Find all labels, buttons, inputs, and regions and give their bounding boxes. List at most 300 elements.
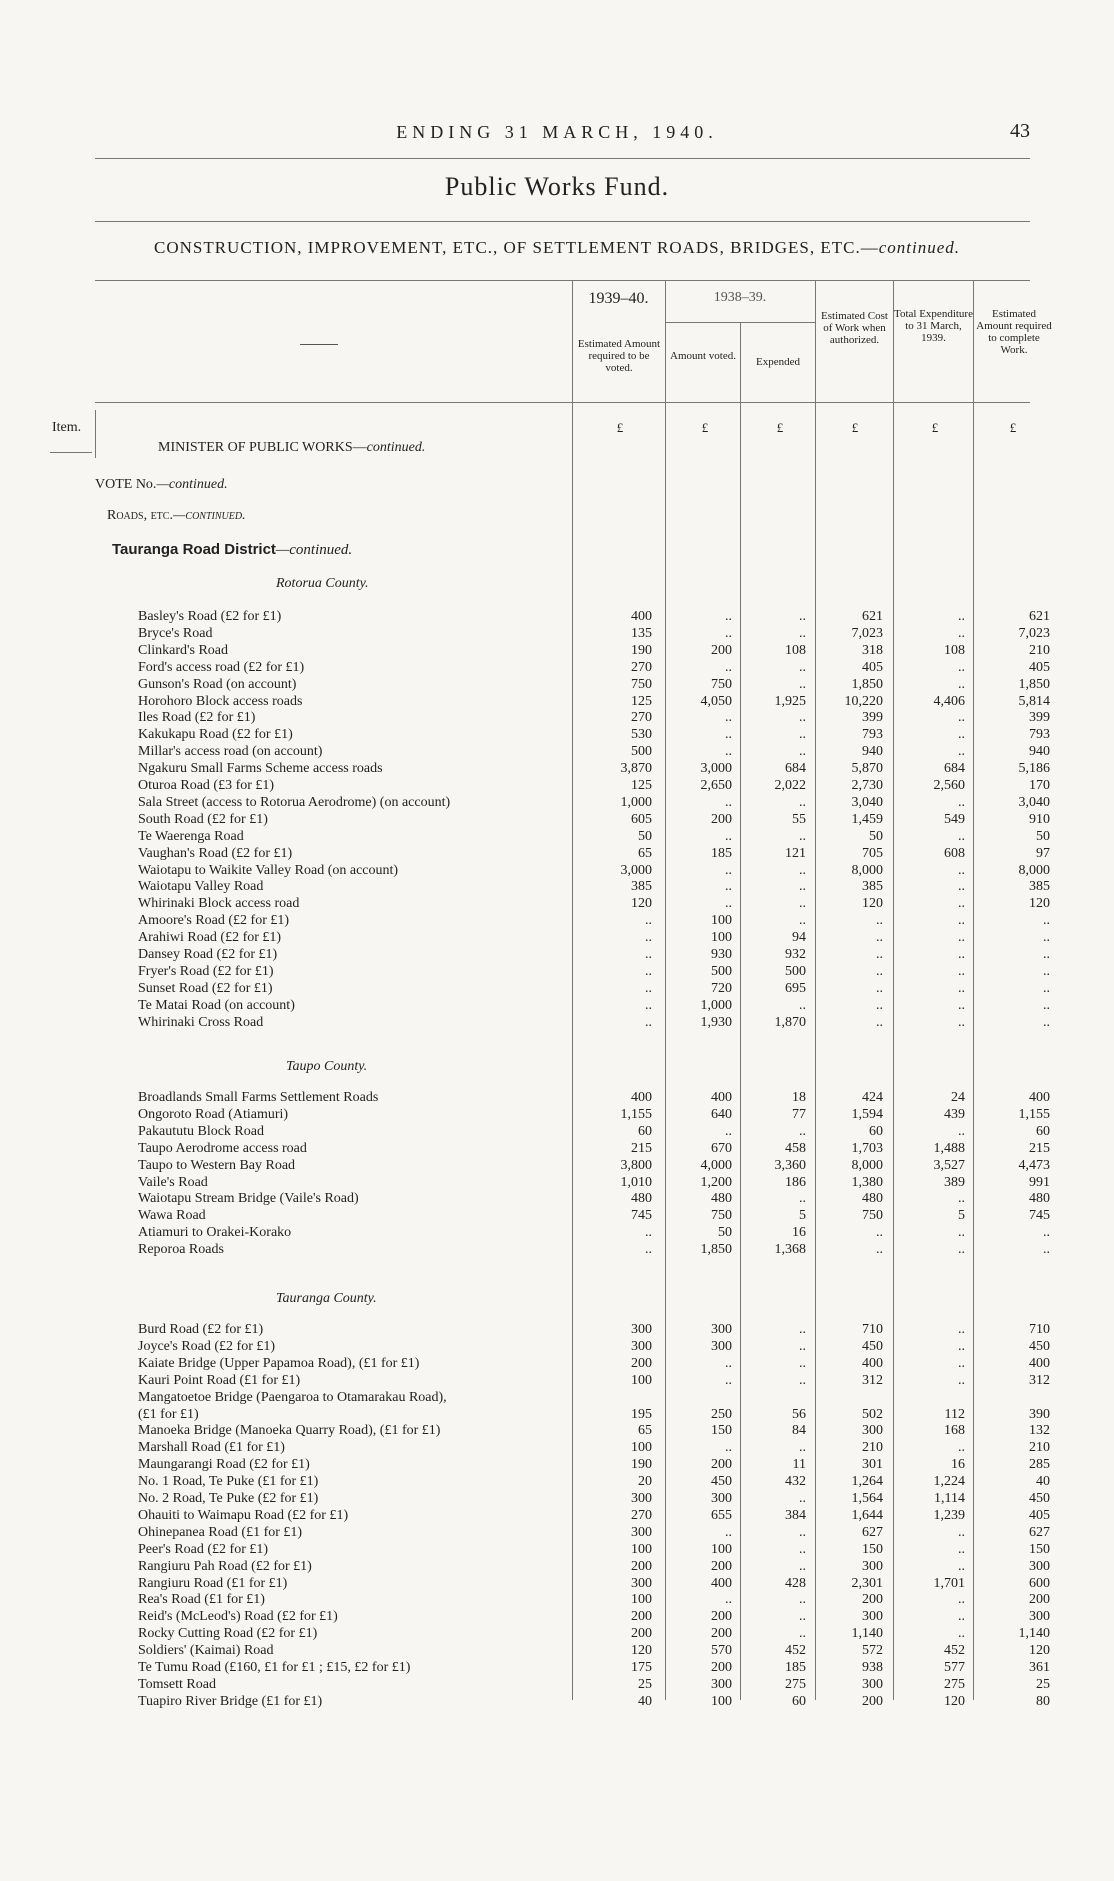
value-cell: 1,140 bbox=[1018, 1626, 1050, 1642]
value-cell: 3,527 bbox=[933, 1157, 965, 1173]
value-cell: 150 bbox=[862, 1541, 883, 1557]
value-cell: .. bbox=[958, 727, 965, 743]
value-cell: 605 bbox=[631, 811, 652, 827]
value-cell: .. bbox=[876, 980, 883, 996]
value-cell: 300 bbox=[631, 1491, 652, 1506]
table-row bbox=[0, 1643, 1114, 1660]
value-cell: .. bbox=[958, 1191, 965, 1207]
value-cell: 750 bbox=[631, 676, 652, 692]
value-cell: 108 bbox=[944, 642, 965, 658]
value-cell: 125 bbox=[631, 778, 652, 793]
road-name: Te Waerenga Road bbox=[138, 828, 244, 844]
value-cell: 1,459 bbox=[851, 811, 883, 827]
road-name: Waiotapu to Waikite Valley Road (on account) bbox=[138, 862, 399, 878]
road-name: Ford's access road (£2 for £1) bbox=[138, 659, 305, 675]
value-cell: 385 bbox=[862, 879, 883, 895]
value-cell: 530 bbox=[631, 727, 652, 743]
value-cell: 112 bbox=[944, 1406, 965, 1422]
county-heading: Taupo County. bbox=[286, 1059, 368, 1074]
table-row bbox=[0, 1208, 1114, 1225]
value-cell: 190 bbox=[631, 642, 652, 658]
running-title: ENDING 31 MARCH, 1940. bbox=[396, 122, 718, 142]
minister-continued: continued. bbox=[366, 440, 426, 455]
value-cell: 793 bbox=[862, 727, 883, 743]
value-cell: 168 bbox=[944, 1423, 965, 1439]
table-row bbox=[0, 1175, 1114, 1192]
value-cell: 793 bbox=[1029, 727, 1050, 743]
value-cell: 549 bbox=[944, 811, 965, 827]
value-cell: 1,850 bbox=[851, 676, 883, 692]
value-cell: 500 bbox=[785, 963, 806, 979]
table-row bbox=[0, 1440, 1114, 1457]
road-name: Vaughan's Road (£2 for £1) bbox=[138, 845, 293, 861]
value-cell: 390 bbox=[1029, 1406, 1050, 1422]
value-cell: .. bbox=[958, 710, 965, 726]
value-cell: 11 bbox=[792, 1457, 806, 1473]
value-cell: .. bbox=[958, 997, 965, 1013]
value-cell: 200 bbox=[711, 642, 732, 658]
road-name: Soldiers' (Kaimai) Road bbox=[138, 1643, 274, 1659]
value-cell: 150 bbox=[711, 1423, 732, 1439]
table-row bbox=[0, 1373, 1114, 1390]
value-cell: 2,301 bbox=[851, 1575, 883, 1591]
value-cell: .. bbox=[799, 913, 806, 929]
value-cell: 120 bbox=[1029, 1643, 1050, 1659]
road-name: Iles Road (£2 for £1) bbox=[138, 710, 256, 726]
value-cell: 100 bbox=[711, 1693, 732, 1709]
value-cell: 2,560 bbox=[933, 778, 965, 793]
year-1939-header: 1939–40. bbox=[588, 290, 649, 307]
value-cell: 500 bbox=[631, 744, 652, 760]
value-cell: .. bbox=[645, 997, 652, 1013]
value-cell: 300 bbox=[862, 1558, 883, 1574]
value-cell: .. bbox=[958, 659, 965, 675]
table-row bbox=[0, 744, 1114, 761]
value-cell: .. bbox=[958, 609, 965, 624]
value-cell: .. bbox=[958, 828, 965, 844]
value-cell: 80 bbox=[1036, 1693, 1050, 1709]
value-cell: .. bbox=[725, 659, 732, 675]
value-cell: 84 bbox=[792, 1423, 806, 1439]
table-row bbox=[0, 1508, 1114, 1525]
table-row bbox=[0, 1457, 1114, 1474]
value-cell: 200 bbox=[631, 1355, 652, 1371]
table-row bbox=[0, 1423, 1114, 1440]
value-cell: .. bbox=[958, 1609, 965, 1625]
value-cell: 428 bbox=[785, 1575, 806, 1591]
pound-sign: £ bbox=[616, 420, 624, 435]
value-cell: 458 bbox=[785, 1140, 806, 1156]
pound-sign: £ bbox=[1009, 420, 1017, 435]
value-cell: 275 bbox=[944, 1676, 965, 1692]
value-cell: 1,594 bbox=[851, 1106, 883, 1122]
value-cell: 1,224 bbox=[933, 1474, 965, 1490]
value-cell: .. bbox=[1043, 1225, 1050, 1241]
section-subtitle bbox=[0, 238, 1114, 258]
subtitle-continued: continued. bbox=[878, 238, 961, 257]
value-cell: 185 bbox=[711, 845, 732, 861]
value-cell: 100 bbox=[711, 913, 732, 929]
value-cell: 405 bbox=[862, 659, 883, 675]
year-1938-header: 1938–39. bbox=[713, 290, 767, 305]
value-cell: .. bbox=[958, 862, 965, 878]
table-row bbox=[0, 660, 1114, 677]
value-cell: 285 bbox=[1029, 1457, 1050, 1473]
value-cell: .. bbox=[799, 862, 806, 878]
value-cell: 25 bbox=[1036, 1676, 1050, 1692]
road-name: Burd Road (£2 for £1) bbox=[138, 1322, 264, 1337]
value-cell: .. bbox=[725, 828, 732, 844]
road-name: Horohoro Block access roads bbox=[138, 693, 303, 709]
value-cell: 385 bbox=[631, 879, 652, 895]
value-cell: 8,000 bbox=[851, 1157, 883, 1173]
value-cell: 77 bbox=[792, 1106, 806, 1122]
value-cell: 5,870 bbox=[851, 761, 883, 777]
value-cell: 399 bbox=[1029, 710, 1050, 726]
table-row bbox=[0, 1525, 1114, 1542]
table-row bbox=[0, 727, 1114, 744]
value-cell: .. bbox=[958, 1322, 965, 1337]
value-cell: 94 bbox=[792, 930, 806, 946]
value-cell: 18 bbox=[792, 1090, 806, 1105]
value-cell: .. bbox=[645, 930, 652, 946]
value-cell: 300 bbox=[631, 1322, 652, 1337]
value-cell: 200 bbox=[862, 1693, 883, 1709]
value-cell: 108 bbox=[785, 642, 806, 658]
value-cell: 1,140 bbox=[851, 1626, 883, 1642]
value-cell: 60 bbox=[869, 1123, 883, 1139]
value-cell: 60 bbox=[792, 1693, 806, 1709]
value-cell: 200 bbox=[711, 1609, 732, 1625]
vote-heading bbox=[95, 477, 228, 493]
value-cell: 5,186 bbox=[1018, 761, 1050, 777]
value-cell: 300 bbox=[862, 1609, 883, 1625]
road-name: Ngakuru Small Farms Scheme access roads bbox=[138, 761, 383, 777]
table-row bbox=[0, 964, 1114, 981]
value-cell: 3,000 bbox=[620, 862, 652, 878]
title-rule bbox=[95, 221, 1030, 222]
value-cell: 450 bbox=[1029, 1491, 1050, 1506]
value-cell: 300 bbox=[631, 1575, 652, 1591]
value-cell: 400 bbox=[1029, 1355, 1050, 1371]
road-name: Sunset Road (£2 for £1) bbox=[138, 980, 273, 996]
value-cell: .. bbox=[958, 1524, 965, 1540]
value-cell: .. bbox=[799, 1626, 806, 1642]
value-cell: 452 bbox=[944, 1643, 965, 1659]
value-cell: 710 bbox=[862, 1322, 883, 1337]
value-cell: .. bbox=[958, 1338, 965, 1354]
road-name: Joyce's Road (£2 for £1) bbox=[138, 1338, 276, 1354]
value-cell: 400 bbox=[711, 1575, 732, 1591]
road-name: Tomsett Road bbox=[138, 1676, 216, 1692]
value-cell: 270 bbox=[631, 710, 652, 726]
table-row bbox=[0, 1191, 1114, 1208]
table-row bbox=[0, 1660, 1114, 1677]
value-cell: .. bbox=[725, 744, 732, 760]
value-cell: .. bbox=[958, 980, 965, 996]
value-cell: 1,488 bbox=[933, 1140, 965, 1156]
table-row bbox=[0, 930, 1114, 947]
value-cell: 100 bbox=[631, 1541, 652, 1557]
value-cell: 1,155 bbox=[1018, 1106, 1050, 1122]
table-row bbox=[0, 1592, 1114, 1609]
value-cell: 384 bbox=[785, 1507, 806, 1523]
value-cell: .. bbox=[799, 1558, 806, 1574]
table-row bbox=[0, 1339, 1114, 1356]
value-cell: 270 bbox=[631, 1507, 652, 1523]
minister-heading bbox=[158, 440, 425, 456]
value-cell: 50 bbox=[718, 1225, 732, 1241]
value-cell: .. bbox=[725, 1355, 732, 1371]
value-cell: 270 bbox=[631, 659, 652, 675]
value-cell: 1,010 bbox=[620, 1174, 652, 1190]
value-cell: 2,022 bbox=[774, 778, 806, 793]
county-heading: Rotorua County. bbox=[276, 576, 369, 591]
table-row bbox=[0, 677, 1114, 694]
value-cell: .. bbox=[799, 794, 806, 810]
value-cell: .. bbox=[645, 1242, 652, 1258]
value-cell: 16 bbox=[792, 1225, 806, 1241]
value-cell: .. bbox=[958, 913, 965, 929]
value-cell: 991 bbox=[1029, 1174, 1050, 1190]
table-row bbox=[0, 710, 1114, 727]
value-cell: .. bbox=[1043, 930, 1050, 946]
value-cell: 640 bbox=[711, 1106, 732, 1122]
value-cell: 1,000 bbox=[620, 794, 652, 810]
table-row bbox=[0, 694, 1114, 711]
roads-continued: —continued. bbox=[172, 508, 246, 523]
table-row bbox=[0, 643, 1114, 660]
table-row bbox=[0, 1322, 1114, 1339]
value-cell: 930 bbox=[711, 947, 732, 962]
table-row bbox=[0, 761, 1114, 778]
pound-sign: £ bbox=[701, 420, 709, 435]
value-cell: 405 bbox=[1029, 1507, 1050, 1523]
value-cell: .. bbox=[876, 913, 883, 929]
value-cell: .. bbox=[799, 1322, 806, 1337]
road-name: Whirinaki Cross Road bbox=[138, 1014, 264, 1030]
value-cell: 190 bbox=[631, 1457, 652, 1473]
value-cell: 361 bbox=[1029, 1660, 1050, 1675]
value-cell: 400 bbox=[862, 1355, 883, 1371]
road-name: Oturoa Road (£3 for £1) bbox=[138, 778, 275, 793]
item-divider bbox=[95, 410, 96, 458]
value-cell: 3,000 bbox=[700, 761, 732, 777]
value-cell: .. bbox=[1043, 1242, 1050, 1258]
value-cell: 125 bbox=[631, 693, 652, 709]
value-cell: 2,650 bbox=[700, 778, 732, 793]
value-cell: 439 bbox=[944, 1106, 965, 1122]
value-cell: 40 bbox=[1036, 1474, 1050, 1490]
col-estimated-cost: Estimated Cost of Work when authorized. bbox=[821, 310, 888, 346]
value-cell: 710 bbox=[1029, 1322, 1050, 1337]
value-cell: .. bbox=[725, 1524, 732, 1540]
value-cell: 200 bbox=[711, 1457, 732, 1473]
value-cell: 389 bbox=[944, 1174, 965, 1190]
value-cell: 750 bbox=[711, 676, 732, 692]
value-cell: 50 bbox=[1036, 828, 1050, 844]
value-cell: 300 bbox=[711, 1338, 732, 1354]
value-cell: 120 bbox=[944, 1693, 965, 1709]
value-cell: 8,000 bbox=[1018, 862, 1050, 878]
value-cell: 175 bbox=[631, 1660, 652, 1675]
pound-sign: £ bbox=[931, 420, 939, 435]
value-cell: 200 bbox=[631, 1609, 652, 1625]
value-cell: 200 bbox=[711, 1558, 732, 1574]
county-heading: Tauranga County. bbox=[276, 1291, 377, 1306]
value-cell: 695 bbox=[785, 980, 806, 996]
value-cell: 480 bbox=[862, 1191, 883, 1207]
value-cell: .. bbox=[799, 1491, 806, 1506]
value-cell: 150 bbox=[1029, 1541, 1050, 1557]
value-cell: 385 bbox=[1029, 879, 1050, 895]
road-name: Fryer's Road (£2 for £1) bbox=[138, 963, 274, 979]
value-cell: 450 bbox=[862, 1338, 883, 1354]
value-cell: .. bbox=[958, 794, 965, 810]
value-cell: 1,368 bbox=[774, 1242, 806, 1258]
value-cell: 655 bbox=[711, 1507, 732, 1523]
value-cell: 301 bbox=[862, 1457, 883, 1473]
road-name: Tuapiro River Bridge (£1 for £1) bbox=[138, 1693, 323, 1709]
table-row bbox=[0, 947, 1114, 964]
value-cell: .. bbox=[876, 1225, 883, 1241]
table-row bbox=[0, 1474, 1114, 1491]
value-cell: .. bbox=[799, 1609, 806, 1625]
road-name: Millar's access road (on account) bbox=[138, 744, 323, 760]
roads-heading bbox=[107, 508, 246, 524]
value-cell: 1,114 bbox=[934, 1491, 965, 1506]
value-cell: 16 bbox=[951, 1457, 965, 1473]
value-cell: .. bbox=[799, 710, 806, 726]
value-cell: 50 bbox=[869, 828, 883, 844]
value-cell: 300 bbox=[862, 1423, 883, 1439]
value-cell: .. bbox=[958, 1123, 965, 1139]
value-cell: 25 bbox=[638, 1676, 652, 1692]
table-row bbox=[0, 981, 1114, 998]
value-cell: 2,730 bbox=[851, 778, 883, 793]
value-cell: .. bbox=[958, 947, 965, 962]
value-cell: 195 bbox=[631, 1406, 652, 1422]
value-cell: 300 bbox=[631, 1524, 652, 1540]
value-cell: .. bbox=[1043, 913, 1050, 929]
road-name: Te Tumu Road (£160, £1 for £1 ; £15, £2 for £1) bbox=[138, 1660, 411, 1675]
road-name: Ohinepanea Road (£1 for £1) bbox=[138, 1524, 303, 1540]
value-cell: .. bbox=[799, 879, 806, 895]
road-name: Maungarangi Road (£2 for £1) bbox=[138, 1457, 310, 1473]
road-name: South Road (£2 for £1) bbox=[138, 811, 268, 827]
value-cell: 940 bbox=[862, 744, 883, 760]
value-cell: 621 bbox=[1029, 609, 1050, 624]
value-cell: 5,814 bbox=[1018, 693, 1050, 709]
value-cell: .. bbox=[958, 1372, 965, 1388]
value-cell: 1,925 bbox=[774, 693, 806, 709]
value-cell: .. bbox=[958, 1355, 965, 1371]
value-cell: 670 bbox=[711, 1140, 732, 1156]
value-cell: 300 bbox=[631, 1338, 652, 1354]
value-cell: 65 bbox=[638, 1423, 652, 1439]
value-cell: 300 bbox=[711, 1491, 732, 1506]
value-cell: .. bbox=[645, 980, 652, 996]
value-cell: 250 bbox=[711, 1406, 732, 1422]
value-cell: .. bbox=[725, 879, 732, 895]
district-continued: —continued. bbox=[275, 542, 353, 558]
value-cell: 24 bbox=[951, 1090, 965, 1105]
road-name: Peer's Road (£2 for £1) bbox=[138, 1541, 269, 1557]
value-cell: .. bbox=[799, 1592, 806, 1608]
value-cell: .. bbox=[958, 896, 965, 912]
road-name: Reid's (McLeod's) Road (£2 for £1) bbox=[138, 1609, 338, 1625]
value-cell: .. bbox=[725, 1592, 732, 1608]
value-cell: .. bbox=[799, 1191, 806, 1207]
value-cell: 120 bbox=[862, 896, 883, 912]
value-cell: 170 bbox=[1029, 778, 1050, 793]
value-cell: 450 bbox=[1029, 1338, 1050, 1354]
value-cell: .. bbox=[799, 659, 806, 675]
value-cell: 745 bbox=[631, 1208, 652, 1224]
vote-label: VOTE No. bbox=[95, 477, 157, 492]
value-cell: 1,200 bbox=[700, 1174, 732, 1190]
value-cell: .. bbox=[958, 963, 965, 979]
value-cell: .. bbox=[799, 1355, 806, 1371]
value-cell: .. bbox=[1043, 997, 1050, 1013]
table-row bbox=[0, 879, 1114, 896]
value-cell: 1,850 bbox=[1018, 676, 1050, 692]
road-name: Kaiate Bridge (Upper Papamoa Road), (£1 for £1) bbox=[138, 1355, 420, 1371]
value-cell: .. bbox=[958, 1558, 965, 1574]
table-row bbox=[0, 626, 1114, 643]
road-name: Bryce's Road bbox=[138, 625, 213, 641]
fund-title: Public Works Fund. bbox=[444, 172, 670, 201]
table-row bbox=[0, 913, 1114, 930]
value-cell: 627 bbox=[1029, 1524, 1050, 1540]
value-cell: 572 bbox=[862, 1643, 883, 1659]
road-name: Gunson's Road (on account) bbox=[138, 676, 297, 692]
col-estimated-complete: Estimated Amount required to complete Work. bbox=[976, 308, 1052, 356]
value-cell: .. bbox=[958, 744, 965, 760]
road-name: Taupo Aerodrome access road bbox=[138, 1140, 307, 1156]
value-cell: 7,023 bbox=[851, 625, 883, 641]
table-row bbox=[0, 1225, 1114, 1242]
stub-dash bbox=[300, 344, 338, 345]
value-cell: 500 bbox=[711, 963, 732, 979]
value-cell: 121 bbox=[785, 845, 806, 861]
col-total-expenditure: Total Expenditure to 31 March, 1939. bbox=[894, 308, 973, 344]
value-cell: .. bbox=[1043, 1014, 1050, 1030]
district-heading bbox=[112, 541, 352, 559]
value-cell: 720 bbox=[711, 980, 732, 996]
vote-continued: —continued. bbox=[156, 477, 228, 492]
value-cell: 100 bbox=[631, 1372, 652, 1388]
road-name: Rocky Cutting Road (£2 for £1) bbox=[138, 1626, 318, 1642]
value-cell: 608 bbox=[944, 845, 965, 861]
value-cell: 65 bbox=[638, 845, 652, 861]
table-row bbox=[0, 1390, 1114, 1407]
value-cell: .. bbox=[645, 913, 652, 929]
value-cell: .. bbox=[799, 1338, 806, 1354]
value-cell: .. bbox=[958, 1225, 965, 1241]
value-cell: .. bbox=[876, 997, 883, 1013]
value-cell: .. bbox=[958, 930, 965, 946]
table-row bbox=[0, 1559, 1114, 1576]
road-name: Kakukapu Road (£2 for £1) bbox=[138, 727, 293, 743]
value-cell: 120 bbox=[631, 896, 652, 912]
value-cell: .. bbox=[799, 676, 806, 692]
value-cell: 1,564 bbox=[851, 1491, 883, 1506]
value-cell: 938 bbox=[862, 1660, 883, 1675]
value-cell: .. bbox=[799, 1541, 806, 1557]
value-cell: 750 bbox=[862, 1208, 883, 1224]
value-cell: 300 bbox=[862, 1676, 883, 1692]
